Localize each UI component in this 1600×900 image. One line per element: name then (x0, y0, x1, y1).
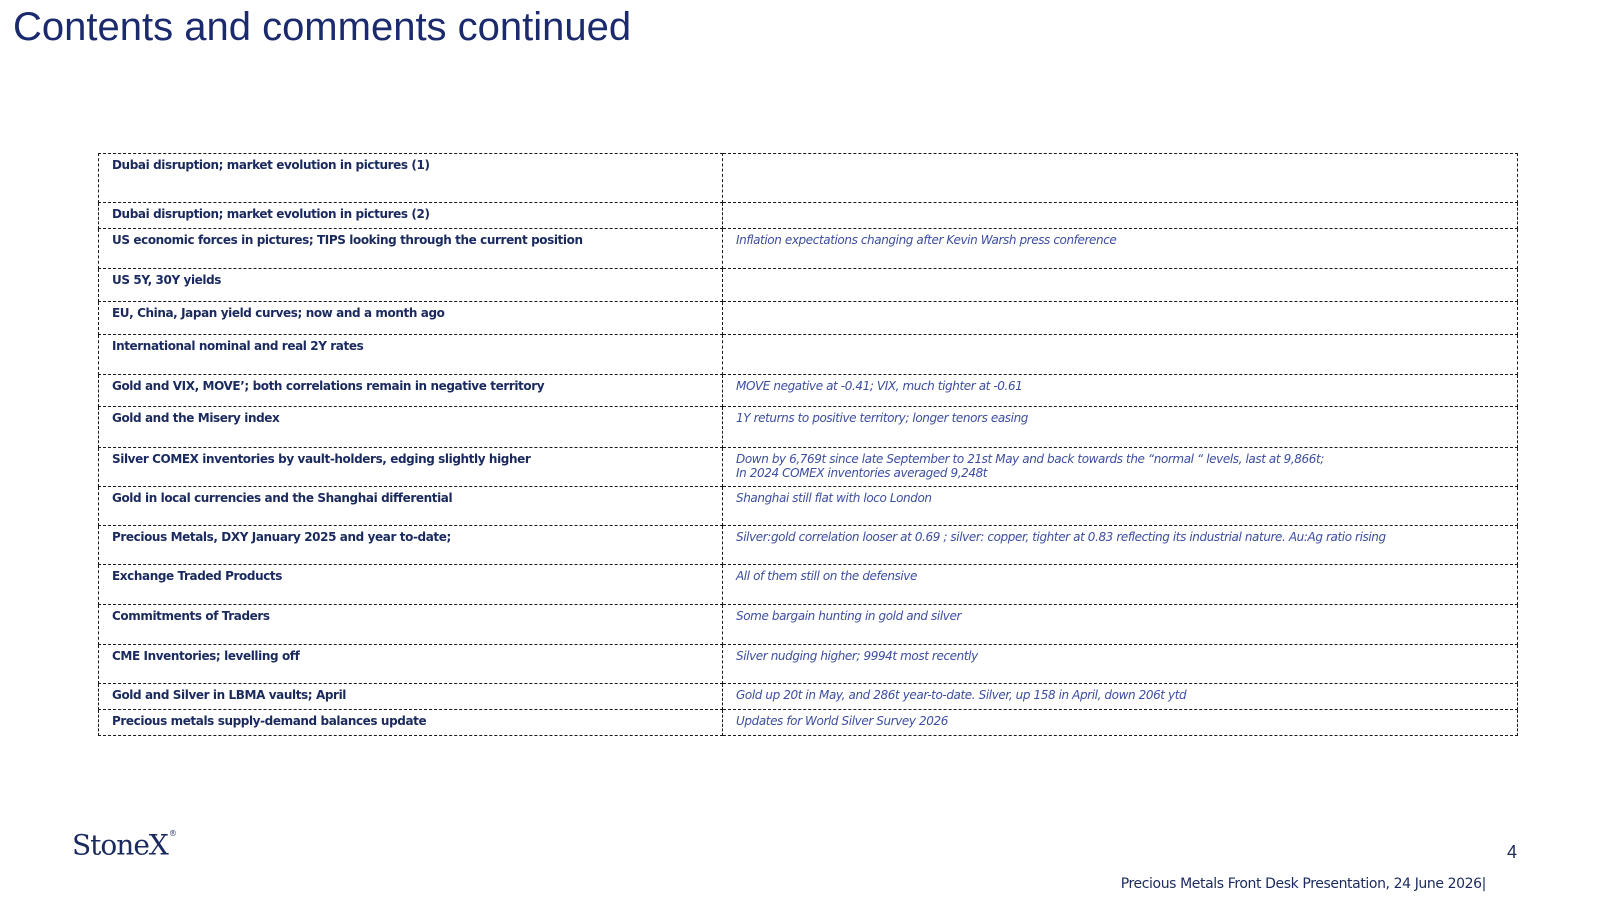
topic-cell: Precious Metals, DXY January 2025 and year to-date; (99, 526, 723, 565)
topic-cell: Dubai disruption; market evolution in pictures (1) (99, 154, 723, 203)
topic-cell: Gold and VIX, MOVE’; both correlations remain in negative territory (99, 375, 723, 407)
table-row (99, 203, 1518, 229)
comment-cell (723, 407, 1518, 448)
comment-line: Shanghai still flat with loco London (736, 491, 932, 505)
comment-cell (723, 203, 1518, 229)
contents-table-body (99, 154, 1518, 736)
topic-cell: Gold in local currencies and the Shanghai differential (99, 487, 723, 526)
topic-cell: US 5Y, 30Y yields (99, 269, 723, 302)
footer-text: Precious Metals Front Desk Presentation, 24 June 2026| (1120, 876, 1486, 892)
topic-cell: US economic forces in pictures; TIPS looking through the current position (99, 229, 723, 269)
topic-cell: Exchange Traded Products (99, 565, 723, 605)
topic-cell: Commitments of Traders (99, 605, 723, 645)
comment-cell (723, 335, 1518, 375)
topic-cell: EU, China, Japan yield curves; now and a month ago (99, 302, 723, 335)
comment-line: MOVE negative at -0.41; VIX, much tighter at -0.61 (736, 379, 1023, 393)
comment-cell (723, 269, 1518, 302)
comment-cell (723, 448, 1518, 487)
comment-cell (723, 154, 1518, 203)
topic-cell: Gold and Silver in LBMA vaults; April (99, 684, 723, 710)
comment-cell (723, 229, 1518, 269)
comment-line: Updates for World Silver Survey 2026 (736, 714, 948, 728)
table-row (99, 302, 1518, 335)
page-title: Contents and comments continued (13, 5, 632, 49)
comment-line: Silver:gold correlation looser at 0.69 ; silver: copper, tighter at 0.83 reflecting its industrial nature. Au:Ag ratio rising (736, 530, 1386, 544)
logo-registered-mark: ® (168, 829, 176, 838)
page-number: 4 (1507, 842, 1518, 862)
comment-line: Some bargain hunting in gold and silver (736, 609, 961, 623)
contents-table (98, 153, 1518, 736)
comment-cell (723, 565, 1518, 605)
comment-cell (723, 487, 1518, 526)
topic-cell: International nominal and real 2Y rates (99, 335, 723, 375)
table-row (99, 487, 1518, 526)
table-row (99, 605, 1518, 645)
comment-cell (723, 526, 1518, 565)
logo-text: StoneX (72, 828, 168, 862)
table-row (99, 407, 1518, 448)
table-row (99, 375, 1518, 407)
comment-line: Silver nudging higher; 9994t most recently (736, 649, 978, 663)
table-row (99, 269, 1518, 302)
table-row (99, 335, 1518, 375)
table-row (99, 684, 1518, 710)
table-row (99, 448, 1518, 487)
topic-cell: Dubai disruption; market evolution in pictures (2) (99, 203, 723, 229)
topic-cell: CME Inventories; levelling off (99, 645, 723, 684)
comment-line: 1Y returns to positive territory; longer tenors easing (736, 411, 1028, 425)
topic-cell: Silver COMEX inventories by vault-holders, edging slightly higher (99, 448, 723, 487)
table-row (99, 229, 1518, 269)
comment-cell (723, 684, 1518, 710)
topic-cell: Precious metals supply-demand balances update (99, 710, 723, 736)
topic-cell: Gold and the Misery index (99, 407, 723, 448)
table-row (99, 154, 1518, 203)
table-row (99, 565, 1518, 605)
comment-cell (723, 302, 1518, 335)
table-row (99, 526, 1518, 565)
comment-line: In 2024 COMEX inventories averaged 9,248t (736, 466, 988, 480)
table-row (99, 710, 1518, 736)
comment-line: Down by 6,769t since late September to 21st May and back towards the “normal “ levels, last at 9,866t; (736, 452, 1324, 466)
comment-cell (723, 605, 1518, 645)
stonex-logo (72, 826, 176, 861)
comment-line: All of them still on the defensive (736, 569, 917, 583)
comment-line: Inflation expectations changing after Kevin Warsh press conference (736, 233, 1117, 247)
comment-cell (723, 710, 1518, 736)
comment-cell (723, 645, 1518, 684)
table-row (99, 645, 1518, 684)
comment-cell (723, 375, 1518, 407)
comment-line: Gold up 20t in May, and 286t year-to-date. Silver, up 158 in April, down 206t ytd (736, 688, 1187, 702)
